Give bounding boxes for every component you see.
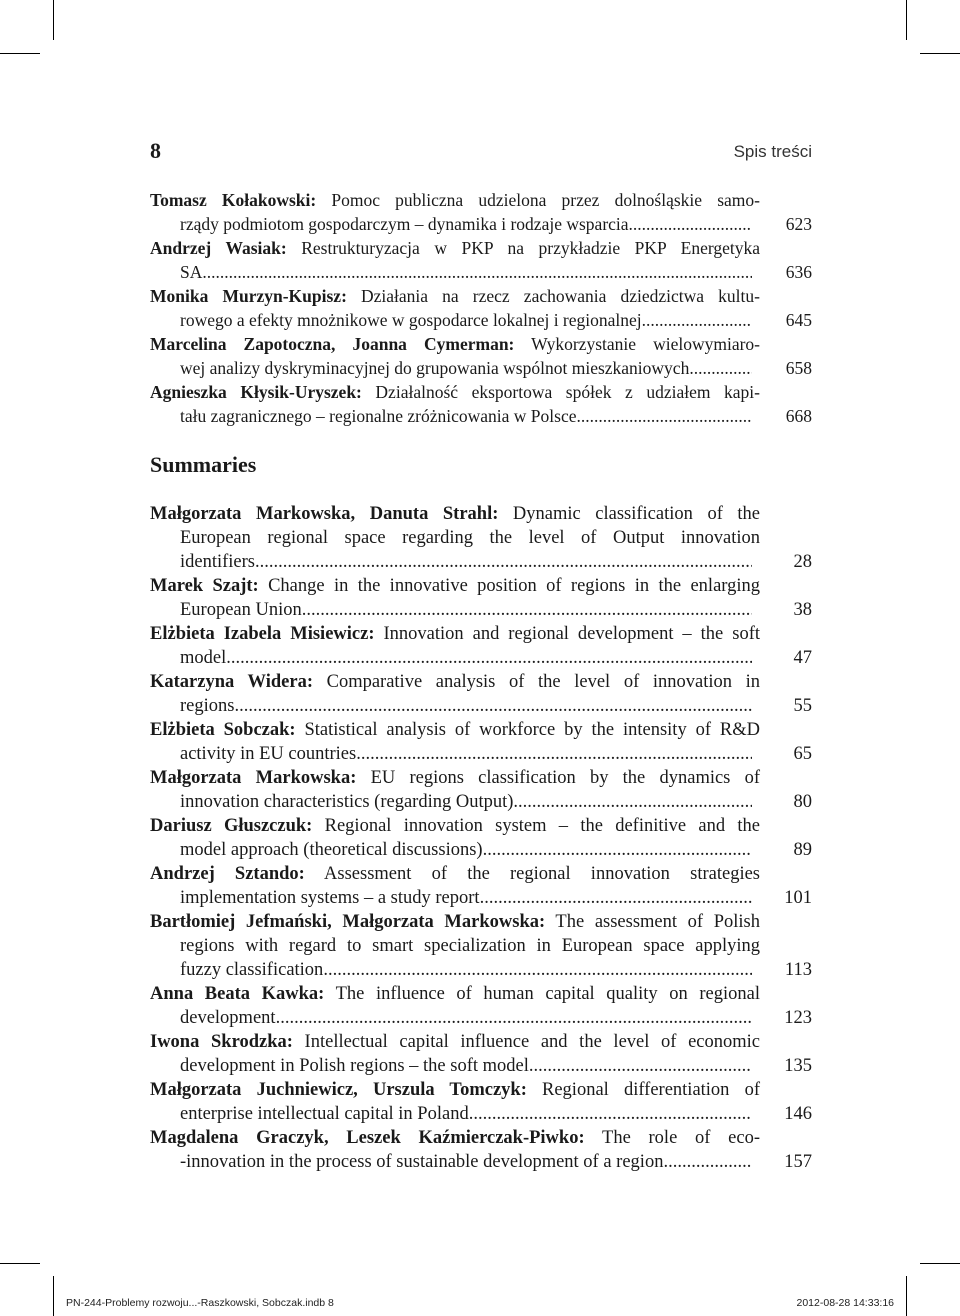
toc-entry xyxy=(150,1126,812,1174)
entry-author: Małgorzata Juchniewicz, Urszula Tomczyk: xyxy=(150,1080,527,1100)
footer-file: PN-244-Problemy rozwoju...-Raszkowski, Sobczak.indb 8 xyxy=(66,1297,334,1309)
entry-title: tału zagranicznego – regionalne zróżnicowania w Polsce xyxy=(180,406,577,426)
entry-title: -innovation in the process of sustainable development of a region xyxy=(180,1152,664,1172)
entry-title: Innovation and regional development – the soft xyxy=(374,624,760,644)
entry-title: Działalność eksportowa spółek z udziałem kapi- xyxy=(361,382,760,402)
leader-dots xyxy=(577,404,753,428)
entry-page-number: 101 xyxy=(784,888,812,908)
entry-page-number: 636 xyxy=(785,262,812,282)
entry-line xyxy=(150,236,760,260)
entry-line xyxy=(150,1054,812,1078)
entry-line xyxy=(150,598,812,622)
entry-page-number: 113 xyxy=(784,960,812,980)
entry-title: rowego a efekty mnożnikowe w gospodarce lokalnej i regionalnej xyxy=(180,310,642,330)
entry-line xyxy=(150,260,812,284)
toc-entry xyxy=(150,380,812,428)
entry-page-number: 38 xyxy=(793,600,812,620)
entry-line xyxy=(150,766,760,790)
toc-entry xyxy=(150,982,812,1030)
entry-title: innovation characteristics (regarding Output) xyxy=(180,792,514,812)
entry-line xyxy=(150,380,760,404)
entry-page-number: 65 xyxy=(793,744,812,764)
entry-page-number: 28 xyxy=(793,552,812,572)
entry-page-number: 157 xyxy=(784,1152,812,1172)
entry-line xyxy=(150,284,760,308)
toc-entry xyxy=(150,718,812,766)
entry-title: Regional innovation system – the definitive and the xyxy=(312,816,760,836)
entry-author: Elżbieta Izabela Misiewicz: xyxy=(150,624,375,644)
footer-timestamp: 2012-08-28 14:33:16 xyxy=(796,1297,894,1309)
entry-title: Działania na rzecz zachowania dziedzictwa kultu- xyxy=(346,286,760,306)
entry-line xyxy=(150,1078,760,1102)
leader-dots xyxy=(642,308,752,332)
entry-title: Wykorzystanie wielowymiaro- xyxy=(514,334,760,354)
toc-entry xyxy=(150,622,812,670)
entry-title: model xyxy=(180,648,227,668)
entry-title: model approach (theoretical discussions) xyxy=(180,840,483,860)
leader-dots xyxy=(529,1054,752,1078)
entry-line xyxy=(150,188,760,212)
entry-line xyxy=(150,1102,812,1126)
entry-line xyxy=(150,622,760,646)
leader-dots xyxy=(302,598,752,622)
toc-entry xyxy=(150,814,812,862)
entry-title: Regional differentiation of xyxy=(526,1080,760,1100)
entry-line xyxy=(150,404,812,428)
entry-author: Monika Murzyn-Kupisz: xyxy=(150,286,347,306)
entry-line xyxy=(150,356,812,380)
leader-dots xyxy=(202,260,752,284)
toc-entry xyxy=(150,236,812,284)
crop-mark xyxy=(53,1276,54,1316)
entry-author: Małgorzata Markowska: xyxy=(150,768,357,788)
toc-entry xyxy=(150,910,812,982)
page-header xyxy=(150,138,812,168)
entry-author: Andrzej Sztando: xyxy=(150,864,305,884)
entry-line xyxy=(150,1126,760,1150)
toc-entry xyxy=(150,862,812,910)
entry-title: activity in EU countries xyxy=(180,744,357,764)
entry-author: Bartłomiej Jefmański, Małgorzata Markowska: xyxy=(150,912,546,932)
entry-title: identifiers xyxy=(180,552,256,572)
toc-entry xyxy=(150,1030,812,1078)
running-head: Spis treści xyxy=(733,142,812,161)
entry-page-number: 645 xyxy=(785,310,812,330)
entry-title: SA xyxy=(180,262,203,282)
entry-page-number: 55 xyxy=(793,696,812,716)
leader-dots xyxy=(234,694,752,718)
leader-dots xyxy=(276,1006,752,1030)
entry-line xyxy=(150,790,812,814)
entry-title: development xyxy=(180,1008,276,1028)
crop-mark xyxy=(906,1276,907,1316)
entry-line xyxy=(150,332,760,356)
entry-line xyxy=(150,814,760,838)
section-title: Summaries xyxy=(150,452,257,477)
entry-line xyxy=(150,550,812,574)
entry-author: Katarzyna Widera: xyxy=(150,672,313,692)
entry-line xyxy=(150,308,812,332)
leader-dots xyxy=(323,958,752,982)
entry-title: Dynamic classification of the xyxy=(498,504,760,524)
leader-dots xyxy=(663,1150,752,1174)
entry-line xyxy=(150,694,812,718)
entry-line xyxy=(150,718,760,742)
leader-dots xyxy=(480,886,752,910)
entry-line xyxy=(150,646,812,670)
entry-title: The assessment of Polish xyxy=(545,912,760,932)
entry-author: Marcelina Zapotoczna, Joanna Cymerman: xyxy=(150,334,515,354)
entry-line xyxy=(150,862,760,886)
entry-title: Change in the innovative position of regions in the enlarging xyxy=(258,576,761,596)
entry-title: Restrukturyzacja w PKP na przykładzie PKP Energetyka xyxy=(286,238,760,258)
toc-entry xyxy=(150,766,812,814)
entry-author: Agnieszka Kłysik-Uryszek: xyxy=(150,382,362,402)
entry-author: Małgorzata Markowska, Danuta Strahl: xyxy=(150,504,499,524)
leader-dots xyxy=(226,646,752,670)
entry-page-number: 47 xyxy=(793,648,812,668)
entry-title: Statistical analysis of workforce by the intensity of R&D xyxy=(295,720,760,740)
entry-title: fuzzy classification xyxy=(180,960,324,980)
entry-page-number: 658 xyxy=(785,358,812,378)
entry-line xyxy=(150,1006,812,1030)
entry-author: Elżbieta Sobczak: xyxy=(150,720,296,740)
entry-title: Intellectual capital influence and the level of economic xyxy=(292,1032,760,1052)
crop-mark xyxy=(906,0,907,40)
entry-line xyxy=(150,212,812,236)
entry-author: Marek Szajt: xyxy=(150,576,259,596)
crop-mark xyxy=(53,0,54,40)
entry-title: The role of eco- xyxy=(584,1128,761,1148)
entry-title: The influence of human capital quality on regional xyxy=(324,984,761,1004)
entry-title: Pomoc publiczna udzielona przez dolnośląskie samo- xyxy=(316,190,760,210)
entry-line xyxy=(150,838,812,862)
entry-line xyxy=(150,742,812,766)
crop-mark xyxy=(920,53,960,54)
toc-entry xyxy=(150,1078,812,1126)
entry-title: EU regions classification by the dynamics of xyxy=(356,768,761,788)
entry-title: Assessment of the regional innovation strategies xyxy=(304,864,760,884)
leader-dots xyxy=(629,212,752,236)
entry-line xyxy=(150,910,760,934)
entry-title: wej analizy dyskryminacyjnej do grupowania wspólnot mieszkaniowych xyxy=(180,358,690,378)
entry-line xyxy=(150,958,812,982)
toc-entry xyxy=(150,670,812,718)
crop-mark xyxy=(0,53,40,54)
leader-dots xyxy=(469,1102,752,1126)
entry-title: rządy podmiotom gospodarczym – dynamika i rodzaje wsparcia xyxy=(180,214,629,234)
entry-title: implementation systems – a study report xyxy=(180,888,480,908)
entry-page-number: 668 xyxy=(785,406,812,426)
entry-line xyxy=(150,886,812,910)
entry-page-number: 146 xyxy=(784,1104,812,1124)
toc-polish xyxy=(150,188,812,428)
crop-mark xyxy=(920,1263,960,1264)
toc-entry xyxy=(150,332,812,380)
toc-entry xyxy=(150,574,812,622)
entry-author: Andrzej Wasiak: xyxy=(150,238,287,258)
entry-line xyxy=(150,934,760,958)
entry-page-number: 89 xyxy=(793,840,812,860)
entry-title: regions xyxy=(180,696,235,716)
entry-author: Anna Beata Kawka: xyxy=(150,984,325,1004)
entry-page-number: 135 xyxy=(784,1056,812,1076)
entry-title: European regional space regarding the level of Output innovation xyxy=(180,528,760,548)
leader-dots xyxy=(689,356,752,380)
entry-title: regions with regard to smart specialization in European space applying xyxy=(180,936,760,956)
entry-line xyxy=(150,574,760,598)
page-number: 8 xyxy=(150,138,161,163)
entry-author: Tomasz Kołakowski: xyxy=(150,190,317,210)
entry-title: Comparative analysis of the level of innovation in xyxy=(312,672,760,692)
toc-summaries xyxy=(150,502,812,1174)
entry-title: European Union xyxy=(180,600,302,620)
entry-title: development in Polish regions – the soft model xyxy=(180,1056,529,1076)
entry-line xyxy=(150,502,760,526)
entry-line xyxy=(150,982,760,1006)
leader-dots xyxy=(255,550,752,574)
entry-title: enterprise intellectual capital in Poland xyxy=(180,1104,469,1124)
entry-author: Magdalena Graczyk, Leszek Kaźmierczak-Piwko: xyxy=(150,1128,585,1148)
entry-line xyxy=(150,1150,812,1174)
leader-dots xyxy=(483,838,752,862)
entry-line xyxy=(150,670,760,694)
toc-entry xyxy=(150,188,812,236)
entry-line xyxy=(150,526,760,550)
leader-dots xyxy=(513,790,752,814)
entry-author: Dariusz Głuszczuk: xyxy=(150,816,313,836)
entry-page-number: 623 xyxy=(785,214,812,234)
leader-dots xyxy=(356,742,752,766)
toc-entry xyxy=(150,502,812,574)
entry-author: Iwona Skrodzka: xyxy=(150,1032,293,1052)
entry-page-number: 80 xyxy=(793,792,812,812)
crop-mark xyxy=(0,1263,40,1264)
toc-entry xyxy=(150,284,812,332)
entry-line xyxy=(150,1030,760,1054)
entry-page-number: 123 xyxy=(784,1008,812,1028)
